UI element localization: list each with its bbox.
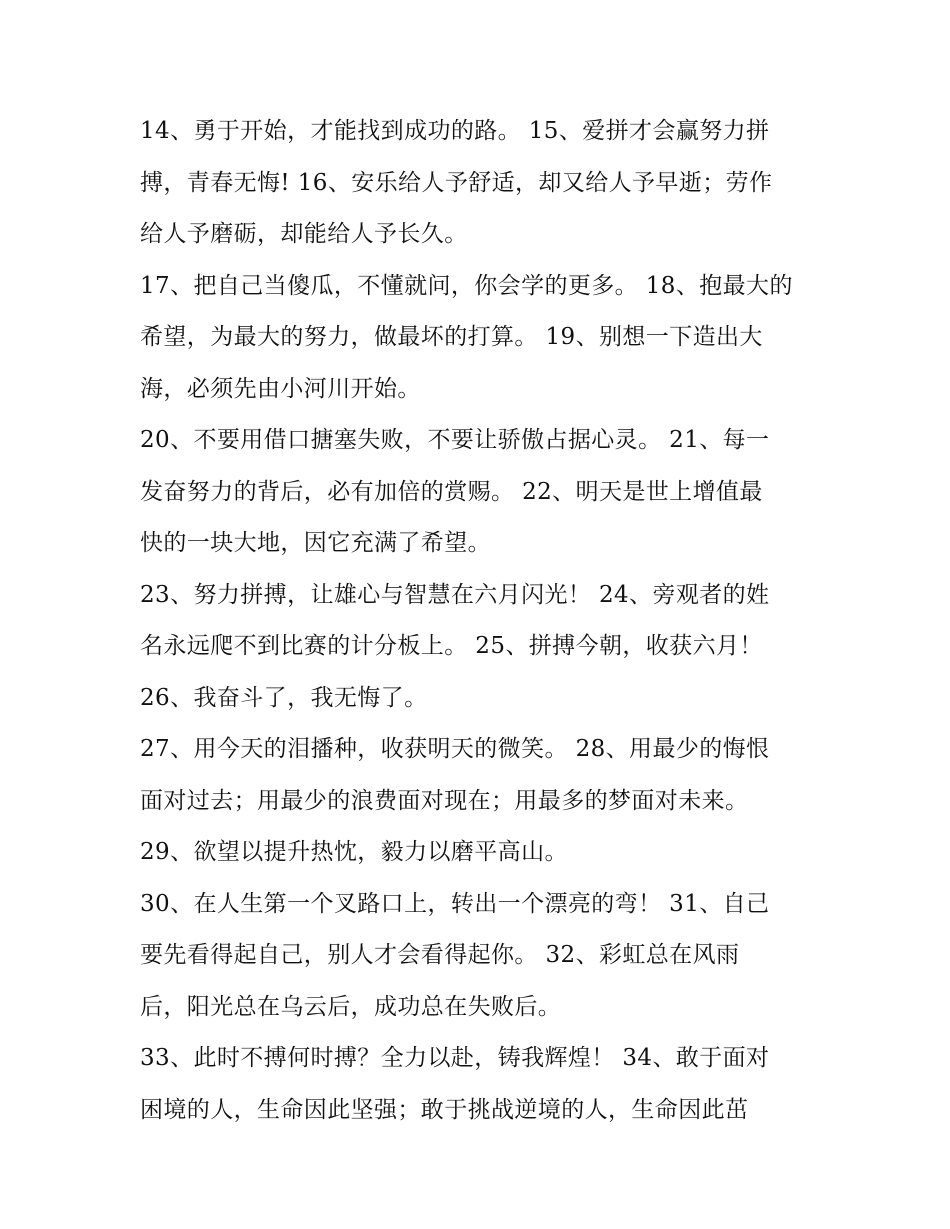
text-line: 发奋努力的背后，必有加倍的赏赐。 22、明天是世上增值最 bbox=[140, 478, 763, 505]
paragraph-27-29 bbox=[140, 724, 820, 879]
text-line: 给人予磨砺，却能给人予长久。 bbox=[140, 221, 468, 247]
text-line: 面对过去；用最少的浪费面对现在；用最多的梦面对未来。 bbox=[140, 787, 749, 814]
text-line: 20、不要用借口搪塞失败，不要让骄傲占据心灵。 21、每一 bbox=[140, 427, 770, 453]
text-line: 33、此时不搏何时搏？全力以赴，铸我辉煌！ 34、敢于面对 bbox=[140, 1045, 770, 1071]
paragraph-14-16 bbox=[140, 106, 820, 261]
paragraph-23-26 bbox=[140, 570, 820, 725]
text-line: 希望，为最大的努力，做最坏的打算。 19、别想一下造出大 bbox=[140, 324, 763, 350]
text-line: 30、在人生第一个叉路口上，转出一个漂亮的弯！ 31、自己 bbox=[140, 890, 770, 917]
text-line: 23、努力拼搏，让雄心与智慧在六月闪光！ 24、旁观者的姓 bbox=[140, 581, 770, 608]
text-line: 快的一块大地，因它充满了希望。 bbox=[140, 530, 491, 556]
text-line: 海，必须先由小河川开始。 bbox=[140, 375, 421, 402]
text-line: 名永远爬不到比赛的计分板上。 25、拼搏今朝，收获六月！ bbox=[140, 633, 763, 659]
paragraph-33-34 bbox=[140, 1033, 820, 1136]
text-line: 26、我奋斗了，我无悔了。 bbox=[140, 684, 428, 711]
text-line: 29、欲望以提升热忱，毅力以磨平高山。 bbox=[140, 839, 568, 865]
text-line: 27、用今天的泪播种，收获明天的微笑。 28、用最少的悔恨 bbox=[140, 736, 770, 762]
paragraph-30-32 bbox=[140, 879, 820, 1034]
text-line: 搏，青春无悔! 16、安乐给人予舒适，却又给人予早逝；劳作 bbox=[140, 169, 773, 196]
paragraph-20-22 bbox=[140, 415, 820, 570]
text-line: 后，阳光总在乌云后，成功总在失败后。 bbox=[140, 993, 562, 1020]
text-line: 困境的人，生命因此坚强；敢于挑战逆境的人，生命因此茁 bbox=[140, 1096, 749, 1123]
paragraph-17-19 bbox=[140, 261, 820, 416]
text-line: 17、把自己当傻瓜，不懂就问，你会学的更多。 18、抱最大的 bbox=[140, 272, 793, 299]
text-line: 要先看得起自己，别人才会看得起你。 32、彩虹总在风雨 bbox=[140, 942, 740, 968]
text-line: 14、勇于开始，才能找到成功的路。 15、爱拼才会赢努力拼 bbox=[140, 118, 770, 144]
document-body bbox=[140, 106, 820, 1136]
